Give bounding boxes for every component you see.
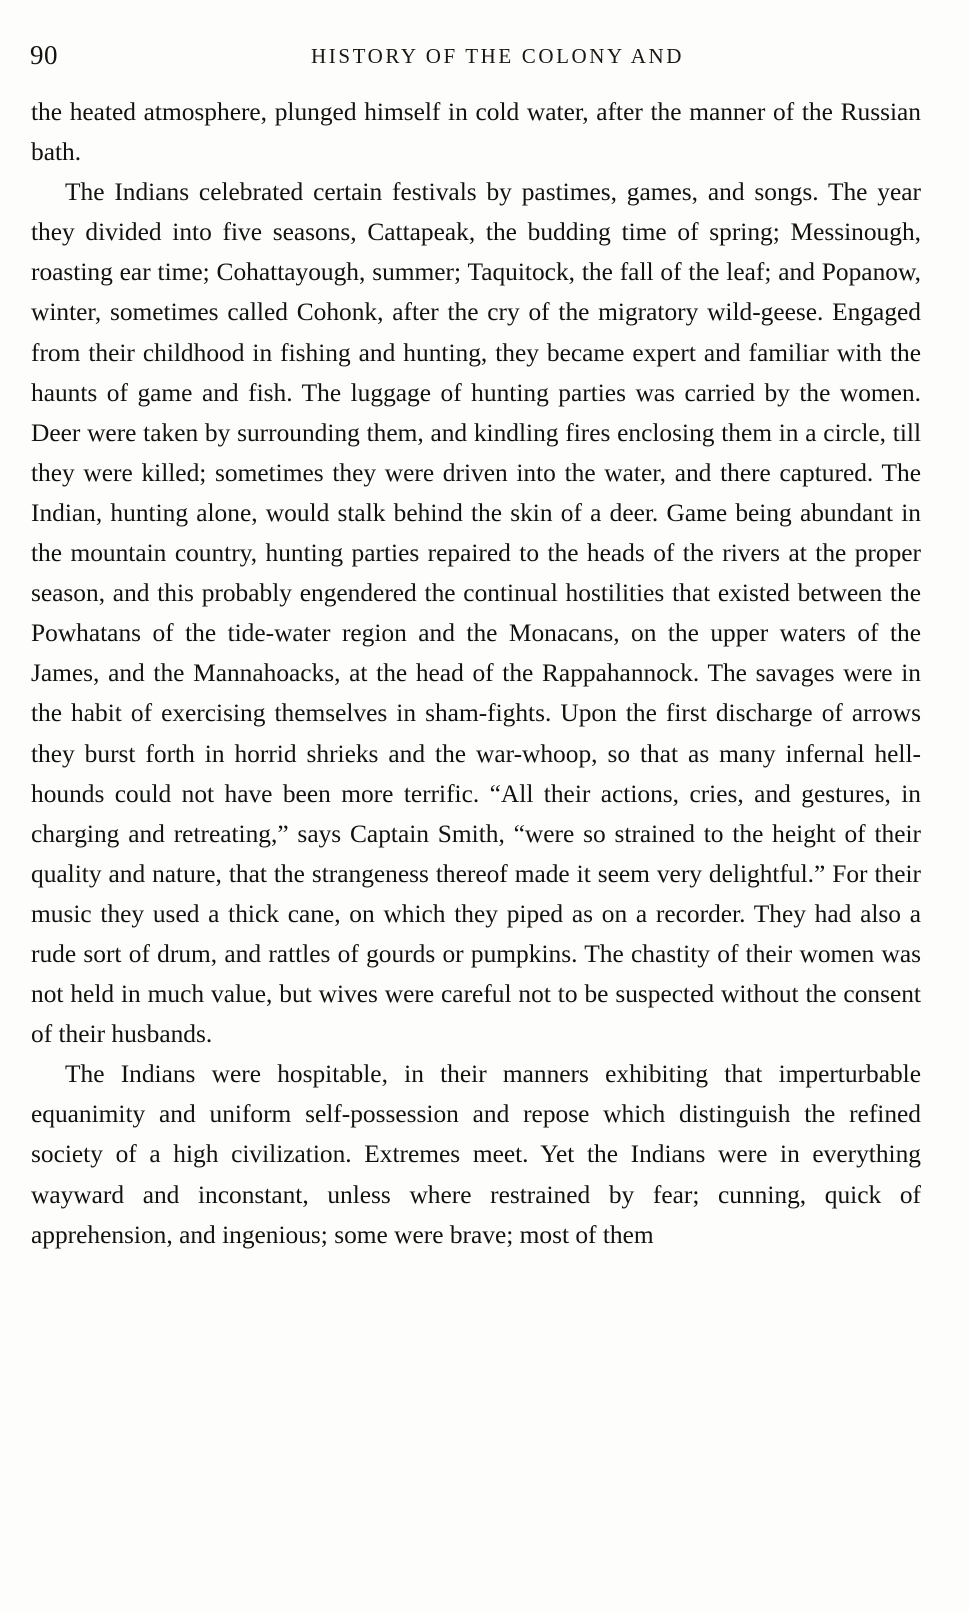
running-head: HISTORY OF THE COLONY AND xyxy=(310,44,685,68)
paragraph: The Indians celebrated certain festivals by pastimes, games, and songs. The year they divided into five seasons, Cattapeak, the budding time of spring; Messinough, roasting ear time; Cohattayough, summer; Taquitock, the fall of the leaf; and Popanow, winter, sometimes called Cohonk, after the cry of the migratory wild-geese. Engaged from their childhood in fishing and hunting, they became expert and familiar with the haunts of game and fish. The luggage of hunting parties was carried by the women. Deer were taken by surrounding them, and kindling fires enclosing them in a circle, till they were killed; sometimes they were driven into the water, and there captured. The Indian, hunting alone, would stalk behind the skin of a deer. Game being abundant in the mountain country, hunting parties repaired to the heads of the rivers at the proper season, and this probably engendered the continual hostilities that existed between the Powhatans of the tide-water region and the Monacans, on the upper waters of the James, and the Mannahoacks, at the head of the Rappahannock. The savages were in the habit of exercising themselves in sham-fights. Upon the first discharge of arrows they burst forth in horrid shrieks and the war-whoop, so that as many infernal hell-hounds could not have been more terrific. “All their actions, cries, and gestures, in charging and retreating,” says Captain Smith, “were so strained to the height of their quality and nature, that the strangeness thereof made it seem very delightful.” For their music they used a thick cane, on which they piped as on a recorder. They had also a rude sort of drum, and rattles of gourds or pumpkins. The chastity of their women was not held in much value, but wives were careful not to be suspected without the consent of their husbands. xyxy=(31,178,921,1049)
page-number: 90 xyxy=(30,40,58,70)
page-body xyxy=(31,92,921,1255)
page-header xyxy=(0,22,969,70)
paragraph: the heated atmosphere, plunged himself in cold water, after the manner of the Russian bath. xyxy=(31,98,921,167)
paragraph: The Indians were hospitable, in their manners exhibiting that imperturbable equanimity and uniform self-possession and repose which distinguish the refined society of a high civilization. Extremes meet. Yet the Indians were in everything wayward and inconstant, unless where restrained by fear; cunning, quick of apprehension, and ingenious; some were brave; most of them xyxy=(31,1060,921,1249)
